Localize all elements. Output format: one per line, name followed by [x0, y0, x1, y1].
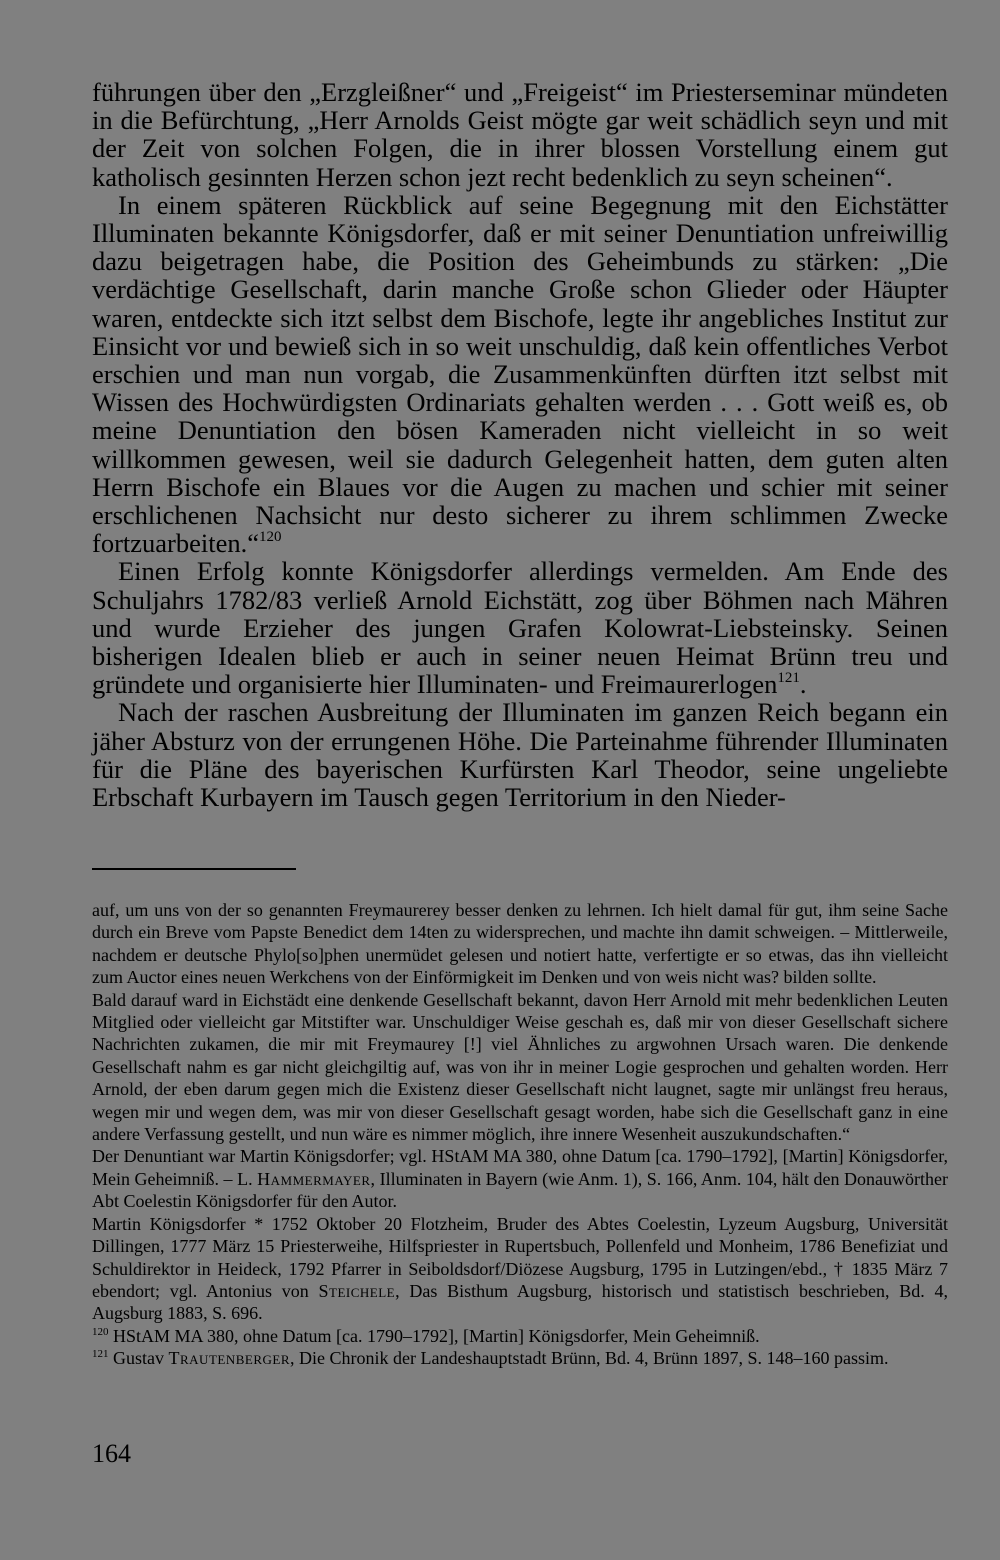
- footnote-continuation-1: [92, 899, 948, 989]
- footnote-121-number: 121: [92, 1348, 109, 1361]
- footnote-3-text-b: , Illuminaten in Bayern (wie Anm. 1), S. 166, Anm. 104, hält den Donauwörther Abt Coelestin Königsdorfer für den Autor.: [92, 1168, 948, 1212]
- footnote-121: [92, 1347, 948, 1369]
- footnotes: [92, 899, 948, 1370]
- footnote-4-text-a: Martin Königsdorfer * 1752 Oktober 20 Flotzheim, Bruder des Abtes Coelestin, Lyzeum Augsburg, Universität Dillingen, 1777 März 15 Priesterweihe, Hilfspriester in Rupertsbuch, Pollenfeld und Monheim, 1786 Benefiziat und Schuldirektor in Heideck, 1792 Pfarrer in Seiboldsdorf/Diözese Augsburg, 1795 in Lutzingen/ebd., † 1835 März 7 ebendort; vgl. Antonius von: [92, 1213, 948, 1301]
- footnote-121-text-a: Gustav: [113, 1348, 164, 1369]
- author-trautenberger: Trautenberger: [168, 1348, 290, 1369]
- footnote-3-text-a: Der Denuntiant war Martin Königsdorfer; vgl. HStAM MA 380, ohne Datum [ca. 1790–1792], [Martin] Königsdorfer, Mein Geheimniß. – L.: [92, 1146, 948, 1189]
- paragraph-2-text: In einem späteren Rückblick auf seine Begegnung mit den Eichstätter Illuminaten bekannte Königsdorfer, daß er mit seiner Denuntiation unfreiwillig dazu beigetragen habe, die Position des Geheimbunds zu stärken: „Die verdächtige Gesellschaft, darin manche Große schon Glieder oder Häupter waren, entdeckte sich itzt selbst dem Bischofe, legte ihr angebliches Institut zur Einsicht vor und bewieß sich in so weit unschuldig, daß kein offentliches Verbot erschien und man nun vorgab, die Zusammenkünften dürften itzt selbst mit Wissen des Hochwürdigsten Ordinariats gehalten werden . . . Gott weiß es, ob meine Denuntiation den bösen Kameraden nicht vielleicht in so weit willkommen gewesen, weil sie dadurch Gelegenheit hatten, dem guten alten Herrn Bischofe ein Blaues vor die Augen zu machen und schier mit seiner erschlichenen Nachsicht nur desto sicherer zu ihrem schlimmen Zwecke fortzuarbeiten.“: [92, 189, 948, 559]
- paragraph-3: [92, 557, 948, 698]
- footnote-continuation-2-text: Bald darauf ward in Eichstädt eine denkende Gesellschaft bekannt, davon Herr Arnold mit mehr bedenklichen Leuten Mitglied oder vielleicht gar Mitstifter war. Unschuldiger Weise geschah es, daß mir von dieser Gesellschaft sichere Nachrichten zukamen, die mir mit Freymaurey [!] viel Ähnliches zu argwohnen Ursach waren. Die denkende Gesellschaft nahm es gar nicht gleichgiltig auf, was von ihr in meiner Logie gesprochen und gehalten worden. Herr Arnold, der eben darum gegen mich die Existenz dieser Gesellschaft nicht laugnet, sagte mir unlängst freu heraus, wegen mir und wegen dem, was mir von dieser Gesellschaft gesagt worden, habe sich die Gesellschaft ganz in eine andere Verfassung gestellt, und nun wäre es nimmer möglich, ihre innere Wesenheit auszukundschaften.“: [92, 989, 948, 1145]
- footnote-continuation-1-text: auf, um uns von der so genannten Freymaurerey besser denken zu lehrnen. Ich hielt damal für gut, ihm seine Sache durch ein Breve vom Papste Benedict dem 14ten zu widersprechen, und machte ihn damit schweigen. – Mittlerweile, nachdem er deutsche Phylo[so]phen unermüdet gelesen und notiert hatte, verfertigte er so etwas, das ihn vielleicht zum Auctor eines neuen Werkchens von der Einförmigkeit im Denken und von weis nicht was? bilden sollte.: [92, 900, 948, 988]
- footnote-4-text-b: , Das Bisthum Augsburg, historisch und statistisch beschrieben, Bd. 4, Augsburg 1883, S. 696.: [92, 1280, 948, 1324]
- footnote-121-text-b: , Die Chronik der Landeshauptstadt Brünn, Bd. 4, Brünn 1897, S. 148–160 passim.: [290, 1348, 889, 1369]
- main-text: [92, 78, 948, 811]
- footnote-continuation-2: [92, 989, 948, 1146]
- paragraph-1-text: führungen über den „Erzgleißner“ und „Freigeist“ im Priesterseminar mündeten in die Befürchtung, „Herr Arnolds Geist mögte gar weit schädlich seyn und mit der Zeit von solchen Folgen, die in ihrer blossen Vorstellung einem gut katholisch gesinnten Herzen schon jezt recht bedenklich zu seyn scheinen“.: [92, 77, 948, 192]
- footnote-ref-120: 120: [259, 529, 282, 546]
- footnote-continuation-4: [92, 1213, 948, 1325]
- paragraph-1: [92, 78, 948, 191]
- paragraph-3-end: .: [799, 669, 807, 700]
- author-hammermayer: Hammermayer: [257, 1168, 371, 1189]
- footnote-120-text: HStAM MA 380, ohne Datum [ca. 1790–1792], [Martin] Königsdorfer, Mein Geheimniß.: [113, 1325, 760, 1346]
- paragraph-3-text: Einen Erfolg konnte Königsdorfer allerdings vermelden. Am Ende des Schuljahrs 1782/83 verließ Arnold Eichstätt, zog über Böhmen nach Mähren und wurde Erzieher des jungen Grafen Kolowrat-Liebsteinsky. Seinen bisherigen Idealen blieb er auch in seiner neuen Heimat Brünn treu und gründete und organisierte hier Illuminaten- und Freimaurerlogen: [92, 556, 948, 700]
- author-steichele: Steichele: [318, 1280, 396, 1301]
- paragraph-2: [92, 191, 948, 558]
- body-text-block: [92, 78, 948, 811]
- footnote-ref-121: 121: [777, 670, 800, 687]
- footnote-separator: [92, 868, 296, 870]
- paragraph-4-text: Nach der raschen Ausbreitung der Illuminaten im ganzen Reich begann ein jäher Absturz von der errungenen Höhe. Die Parteinahme führender Illuminaten für die Pläne des bayerischen Kurfürsten Karl Theodor, seine ungeliebte Erbschaft Kurbayern im Tausch gegen Territorium in den Nieder-: [92, 697, 948, 813]
- footnote-continuation-3: [92, 1145, 948, 1212]
- footnote-120-number: 120: [92, 1325, 109, 1338]
- footnote-120: [92, 1325, 948, 1347]
- page-number: 164: [92, 1439, 131, 1468]
- paragraph-4: [92, 698, 948, 811]
